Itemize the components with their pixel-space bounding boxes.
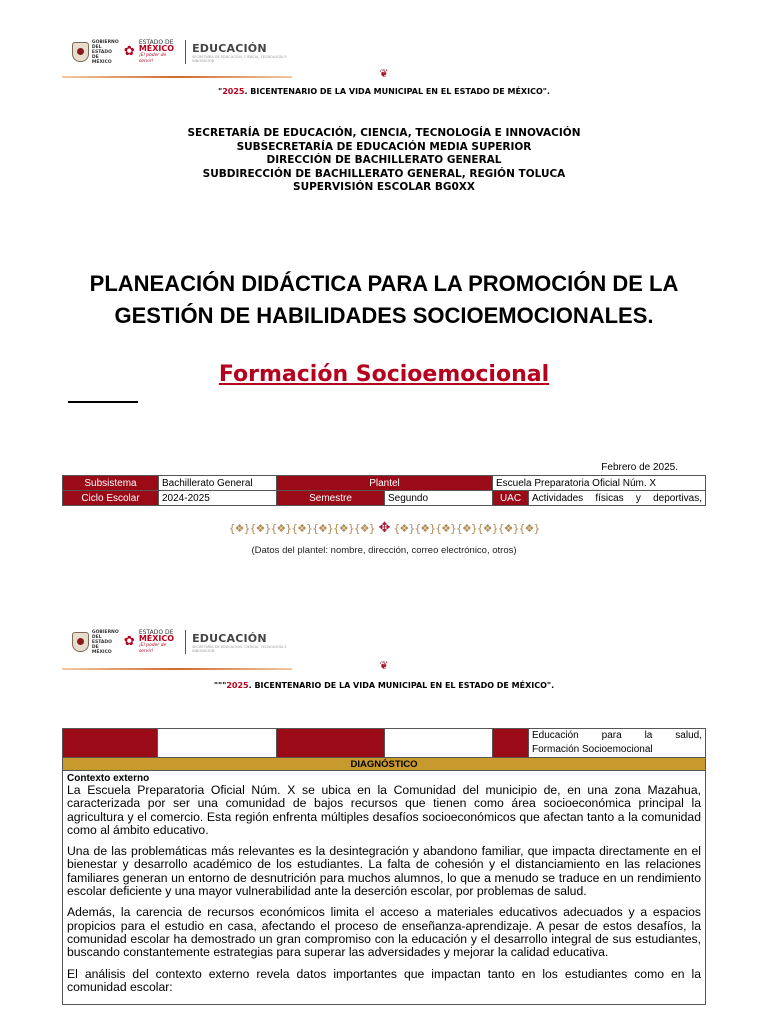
motto	[0, 681, 768, 690]
motto	[0, 87, 768, 96]
diagnostico-body	[63, 771, 706, 1005]
motto-year: 2025	[222, 87, 245, 96]
state-seal-icon	[72, 42, 89, 62]
subsistema-value: Bachillerato General	[159, 476, 277, 491]
edomex-logo	[124, 40, 179, 65]
logo-divider	[185, 630, 186, 654]
header-divider-line	[62, 76, 292, 78]
logo-slogan: ¡El poder de servir!	[138, 52, 167, 64]
table-row	[63, 491, 706, 506]
institution-line: DIRECCIÓN DE BACHILLERATO GENERAL	[266, 154, 502, 166]
gobierno-text: GOBIERNO DEL ESTADO DE MÉXICO	[91, 629, 119, 655]
education-logo-title: EDUCACIÓN	[192, 41, 267, 55]
education-logo-title: EDUCACIÓN	[192, 631, 267, 645]
semestre-value: Segundo	[385, 491, 493, 506]
motto-text: . BICENTENARIO DE LA VIDA MUNICIPAL EN EL ESTADO DE MÉXICO".	[248, 681, 555, 690]
page1-header-logos	[72, 37, 302, 67]
paragraph: Una de las problemáticas más relevantes es la desintegración y abandono familiar, que impacta directamente en el bienestar y desarrollo académico de los estudiantes. La falta de cohesión y el distanciamiento en las relaciones familiares generan un entorno de desnutrición para muchos alumnos, lo que a menudo se traduce en un rendimiento escolar deficiente y una mayor vulnerabilidad ante la deserción escolar, por problemas de salud.	[67, 844, 701, 899]
motto-quote: "	[218, 87, 223, 96]
paragraph: Además, la carencia de recursos económicos limita el acceso a materiales educativos adecuados y a espacios propicios para el estudio en casa, afectando el proceso de enseñanza-aprendizaje. A pesar de estos desafíos, la comunidad escolar ha demostrado un gran compromiso con la educación y el desarrollo integral de sus estudiantes, buscando constantemente estrategias para superar las adversidades y mejorar la calidad educativa.	[67, 905, 701, 960]
ornament-icon: {❖}{❖}{❖}{❖}{❖}{❖}{❖}	[228, 521, 375, 535]
table-row	[63, 758, 706, 771]
page2-header-logos	[72, 627, 302, 657]
title-line-1: PLANEACIÓN DIDÁCTICA PARA LA PROMOCIÓN DE LA	[89, 271, 679, 296]
logo-slogan: ¡El poder de servir!	[138, 642, 167, 654]
ornament-icon: {❖}{❖}{❖}{❖}{❖}{❖}{❖}	[393, 521, 540, 535]
ciclo-value: 2024-2025	[159, 491, 277, 506]
logo-mexico: MÉXICO	[138, 43, 175, 53]
empty-cell	[158, 729, 277, 758]
motto-quote: """	[213, 681, 227, 690]
ornament-icon: ❦	[379, 659, 389, 672]
uac-continuation	[529, 729, 706, 758]
paragraph: La Escuela Preparatoria Oficial Núm. X se ubica en la Comunidad del municipio de, en una zona Mazahua, caracterizada por ser una comunidad de bajos recursos que tienen como área socioeconómica principal la agricultura y el comercio. Esta región enfrenta múltiples desafíos socioeconómicos que afectan tanto a la comunidad como al ámbito educativo.	[67, 783, 701, 837]
flower-icon: ✿	[123, 44, 135, 59]
uac-cont-line-1: Educación para la salud,	[532, 730, 702, 741]
subject-title: Formación Socioemocional	[218, 362, 550, 387]
logo-estado-de: ESTADO DE	[138, 628, 174, 636]
document-title	[0, 268, 768, 332]
institution-line: SECRETARÍA DE EDUCACIÓN, CIENCIA, TECNOLOGÍA E INNOVACIÓN	[187, 127, 581, 139]
flower-icon: ✿	[123, 634, 135, 649]
diagnostico-header: DIAGNÓSTICO	[63, 758, 706, 771]
edomex-logo	[124, 630, 179, 655]
red-cell	[63, 729, 158, 758]
info-table	[62, 475, 706, 506]
institution-line: SUBSECRETARÍA DE EDUCACIÓN MEDIA SUPERIOR	[236, 140, 532, 153]
uac-value: Actividades físicas y deportivas,	[529, 491, 706, 506]
subsistema-label: Subsistema	[63, 476, 159, 491]
institution-line: SUBDIRECCIÓN DE BACHILLERATO GENERAL, REGIÓN TOLUCA	[202, 167, 566, 180]
short-rule	[68, 401, 138, 403]
education-logo-subtitle: SECRETARÍA DE EDUCACIÓN, CIENCIA, TECNOLOGÍA E INNOVACIÓN	[192, 644, 287, 653]
motto-text: . BICENTENARIO DE LA VIDA MUNICIPAL EN EL ESTADO DE MÉXICO".	[244, 87, 550, 96]
title-line-2: GESTIÓN DE HABILIDADES SOCIOEMOCIONALES.	[114, 303, 654, 328]
logo-estado-de: ESTADO DE	[138, 38, 174, 46]
document-date: Febrero de 2025.	[601, 462, 678, 473]
motto-year: 2025	[226, 681, 249, 690]
state-seal-icon	[72, 632, 89, 652]
table-row	[63, 476, 706, 491]
contexto-title: Contexto externo	[67, 773, 150, 784]
plantel-note: (Datos del plantel: nombre, dirección, correo electrónico, otros)	[251, 545, 517, 556]
education-logo-subtitle: SECRETARÍA DE EDUCACIÓN, CIENCIA, TECNOLOGÍA E INNOVACIÓN	[192, 54, 287, 63]
table-row	[63, 771, 706, 1005]
semestre-label: Semestre	[277, 491, 385, 506]
header-divider-line	[62, 668, 292, 670]
ornament-icon: ❦	[379, 67, 389, 80]
institution-block	[0, 127, 768, 195]
institution-line: SUPERVISIÓN ESCOLAR BG0XX	[293, 181, 475, 193]
decorative-border	[172, 519, 596, 537]
paragraph: El análisis del contexto externo revela datos importantes que impactan tanto en los estudiantes como en la comunidad escolar:	[67, 966, 701, 994]
plantel-label: Plantel	[277, 476, 493, 491]
empty-cell	[385, 729, 493, 758]
uac-label: UAC	[493, 491, 529, 506]
gobierno-text: GOBIERNO DEL ESTADO DE MÉXICO	[91, 39, 119, 65]
logo-mexico: MÉXICO	[138, 633, 175, 643]
plantel-value: Escuela Preparatoria Oficial Núm. X	[493, 476, 706, 491]
diagnostic-table	[62, 728, 706, 1005]
logo-divider	[185, 40, 186, 64]
ciclo-label: Ciclo Escolar	[63, 491, 159, 506]
table-row	[63, 729, 706, 758]
center-ornament-icon: ✥	[378, 520, 390, 536]
red-cell	[493, 729, 529, 758]
red-cell	[277, 729, 385, 758]
uac-cont-line-2: Formación Socioemocional	[532, 744, 653, 755]
